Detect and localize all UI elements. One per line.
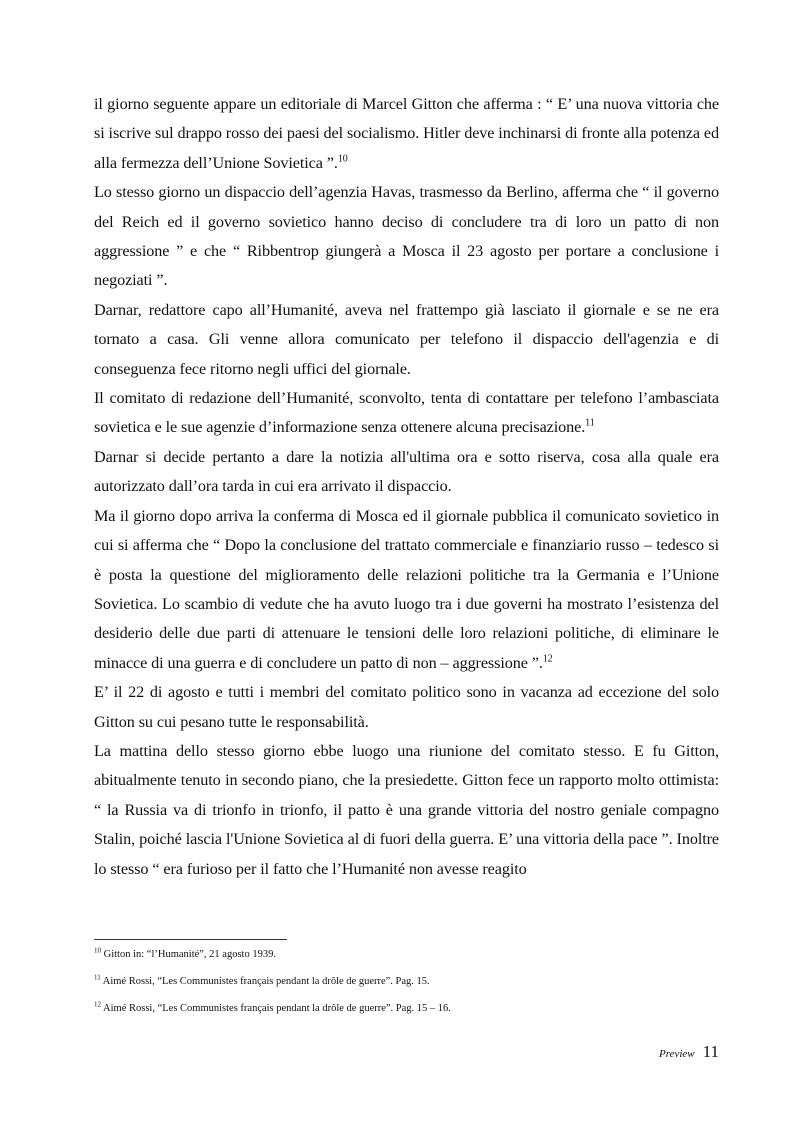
footnote-text: Aimé Rossi, “Les Communistes français pendant la drôle de guerre”. Pag. 15. [102, 976, 430, 987]
paragraph-1 [94, 90, 719, 178]
paragraph-3 [94, 296, 719, 384]
paragraph-5 [94, 443, 719, 502]
paragraph-text: Darnar si decide pertanto a dare la notizia all'ultima ora e sotto riserva, cosa alla quale era autorizzato dall’ora tarda in cui era arrivato il dispaccio. [94, 447, 719, 496]
footnote-ref: 12 [542, 653, 553, 665]
paragraph-text: Il comitato di redazione dell’Humanité, sconvolto, tenta di contattare per telefono l’ambasciata sovietica e le sue agenzie d’informazione senza ottenere alcuna precisazione. [94, 389, 719, 437]
page-number: 11 [702, 1042, 719, 1061]
paragraph-text: il giorno seguente appare un editoriale di Marcel Gitton che afferma : “ E’ una nuova vittoria che si iscrive sul drappo rosso dei paesi del socialismo. Hitler deve inchinarsi di fronte alla potenza ed alla fermezza dell’Unione Sovietica ”. [94, 95, 719, 172]
footnotes [94, 948, 719, 1029]
footnote-number: 10 [94, 946, 101, 955]
paragraph-text: La mattina dello stesso giorno ebbe luogo una riunione del comitato stesso. E fu Gitton, abitualmente tenuto in secondo piano, che la presiedette. Gitton fece un rapporto molto ottimista: “ la Russia va di trionfo in trionfo, il patto è una grande vittoria del nostro geniale compagno Stalin, poiché lascia l'Unione Sovietica al di fuori della guerra. E’ una vittoria della pace ”. Inoltre lo stesso “ era furioso per il fatto che l’Humanité non avesse reagito [94, 741, 719, 878]
paragraph-6 [94, 502, 719, 678]
paragraph-text: E’ il 22 di agosto e tutti i membri del comitato politico sono in vacanza ad eccezione del solo Gitton su cui pesano tutte le responsabilità. [94, 683, 719, 731]
footnote-number: 12 [94, 1000, 101, 1009]
footnote-ref: 11 [585, 418, 595, 430]
footnote-10 [94, 948, 719, 962]
footnote-separator [94, 939, 287, 940]
footer-label: Preview [658, 1048, 695, 1060]
paragraph-7 [94, 678, 719, 737]
footnote-12 [94, 1002, 719, 1016]
paragraph-4 [94, 384, 719, 443]
paragraph-2 [94, 178, 719, 296]
page-footer [659, 1042, 719, 1062]
footnote-11 [94, 975, 719, 989]
paragraph-8 [94, 737, 719, 884]
footnote-number: 11 [94, 973, 101, 982]
footnote-text: Aimé Rossi, “Les Communistes français pendant la drôle de guerre”. Pag. 15 – 16. [103, 1003, 451, 1014]
body-text [94, 90, 719, 884]
paragraph-text: Ma il giorno dopo arriva la conferma di Mosca ed il giornale pubblica il comunicato sovietico in cui si afferma che “ Dopo la conclusione del trattato commerciale e finanziario russo – tedesco si è posta la questione del miglioramento delle relazioni politiche tra la Germania e l’Unione Sovietica. Lo scambio di vedute che ha avuto luogo tra i due governi ha mostrato l’esistenza del desiderio delle due parti di attenuare le tensioni delle loro relazioni politiche, di eliminare le minacce di una guerra e di concludere un patto di non – aggressione ”. [94, 506, 719, 672]
paragraph-text: Lo stesso giorno un dispaccio dell’agenzia Havas, trasmesso da Berlino, afferma che “ il governo del Reich ed il governo sovietico hanno deciso di concludere tra di loro un patto di non aggressione ” e che “ Ribbentrop giungerà a Mosca il 23 agosto per portare a conclusione i negoziati ”. [94, 183, 719, 290]
paragraph-text: Darnar, redattore capo all’Humanité, aveva nel frattempo già lasciato il giornale e se ne era tornato a casa. Gli venne allora comunicato per telefono il dispaccio dell'agenzia e di conseguenza fece ritorno negli uffici del giornale. [94, 300, 719, 378]
footnote-ref: 10 [337, 153, 348, 165]
footnote-text: Gitton in: “l’Humanité”, 21 agosto 1939. [103, 949, 276, 960]
